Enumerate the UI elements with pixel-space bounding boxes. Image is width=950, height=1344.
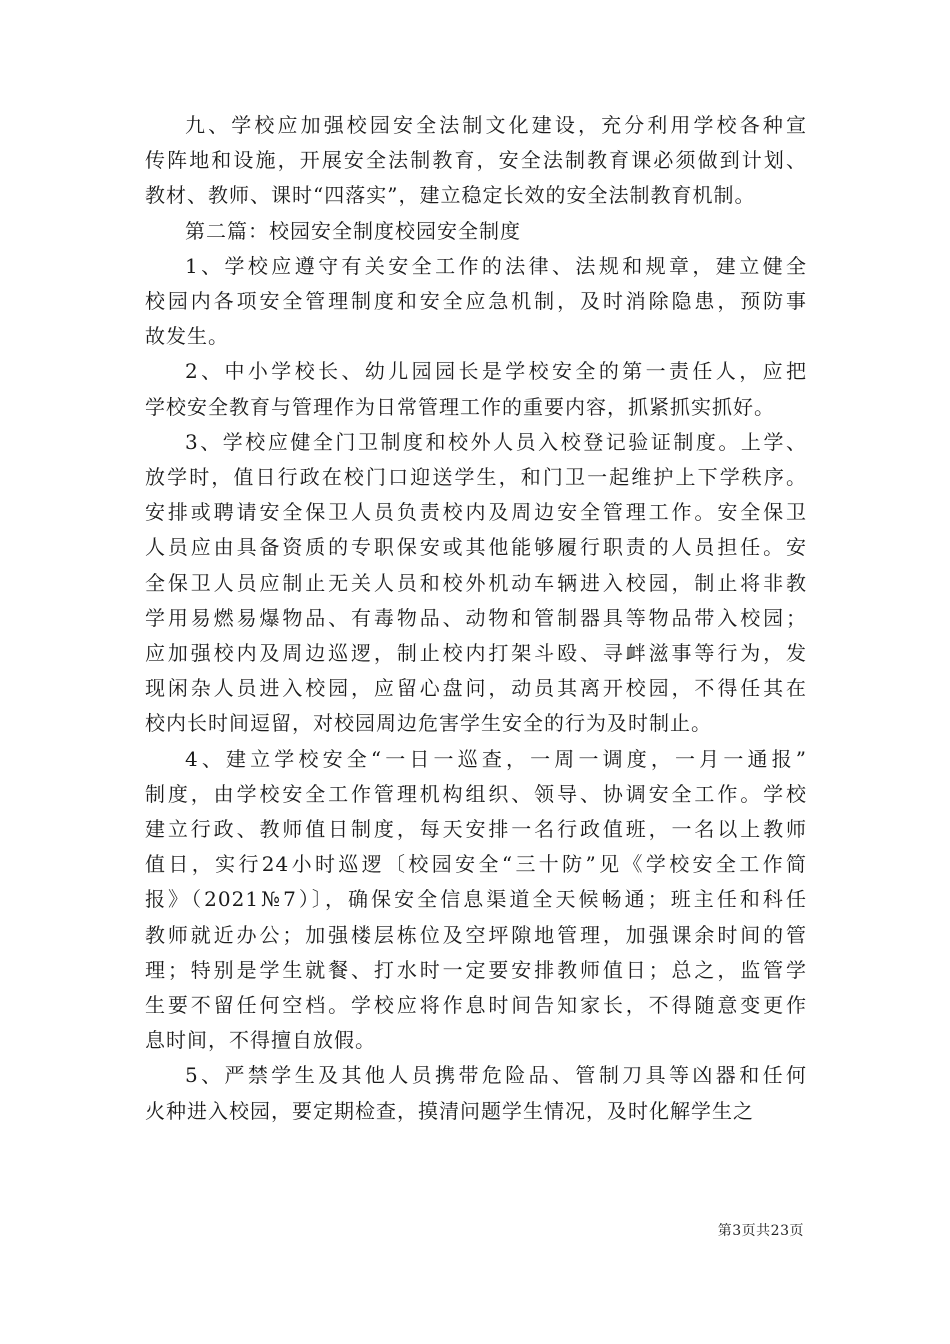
paragraph [145,742,807,1059]
text-line: 火种进入校园，要定期检查，摸清问题学生情况，及时化解学生之 [145,1098,754,1123]
text-line: 放学时，值日行政在校门口迎送学生，和门卫一起维护上下学秩序。 [145,465,807,490]
text-line: 第二篇：校园安全制度校园安全制度 [185,218,521,243]
text-line: 学用易燃易爆物品、有毒物品、动物和管制器具等物品带入校园； [145,605,807,630]
paragraph [145,1058,807,1128]
text-line: 教材、教师、课时“四落实”，建立稳定长效的安全法制教育机制。 [145,183,756,208]
text-line: 2、中小学校长、幼儿园园长是学校安全的第一责任人，应把 [185,359,807,384]
page-number: 第3页共23页 [717,1223,804,1239]
text-line: 安排或聘请安全保卫人员负责校内及周边安全管理工作。安全保卫 [145,500,807,525]
paragraph [145,249,807,355]
text-line: 故发生。 [145,324,229,349]
text-line: 息时间，不得擅自放假。 [145,1028,376,1053]
text-line: 现闲杂人员进入校园，应留心盘问，动员其离开校园，不得任其在 [145,676,807,701]
text-line: 全保卫人员应制止无关人员和校外机动车辆进入校园，制止将非教 [145,570,807,595]
document-body [145,108,807,1129]
text-line: 九、学校应加强校园安全法制文化建设，充分利用学校各种宣 [185,113,807,137]
text-line: 值日，实行24小时巡逻〔校园安全“三十防”见《学校安全工作简 [145,852,807,877]
text-line: 3、学校应健全门卫制度和校外人员入校登记验证制度。上学、 [185,429,807,454]
text-line: 校内长时间逗留，对校园周边危害学生安全的行为及时制止。 [145,711,712,736]
text-line: 人员应由具备资质的专职保安或其他能够履行职责的人员担任。安 [145,535,807,560]
text-line: 传阵地和设施，开展安全法制教育，安全法制教育课必须做到计划、 [145,148,807,173]
text-line: 学校安全教育与管理作为日常管理工作的重要内容，抓紧抓实抓好。 [145,394,775,419]
text-line: 应加强校内及周边巡逻，制止校内打架斗殴、寻衅滋事等行为，发 [145,641,807,666]
paragraph [145,214,807,249]
text-line: 理；特别是学生就餐、打水时一定要安排教师值日；总之，监管学 [145,957,807,982]
text-line: 教师就近办公；加强楼层栋位及空坪隙地管理，加强课余时间的管 [145,922,807,947]
paragraph [145,354,807,424]
paragraph [145,425,807,742]
text-line: 1、学校应遵守有关安全工作的法律、法规和规章，建立健全 [185,253,807,278]
text-line: 5、严禁学生及其他人员携带危险品、管制刀具等凶器和任何 [185,1063,807,1088]
text-line: 报》（2021№7）〕，确保安全信息渠道全天候畅通；班主任和科任 [145,887,807,912]
text-line: 4、建立学校安全“一日一巡查，一周一调度，一月一通报” [185,746,807,771]
text-line: 生要不留任何空档。学校应将作息时间告知家长，不得随意变更作 [145,993,807,1018]
paragraph [145,108,807,214]
text-line: 校园内各项安全管理制度和安全应急机制，及时消除隐患，预防事 [145,289,807,314]
text-line: 制度，由学校安全工作管理机构组织、领导、协调安全工作。学校 [145,781,807,806]
text-line: 建立行政、教师值日制度，每天安排一名行政值班，一名以上教师 [145,817,807,842]
